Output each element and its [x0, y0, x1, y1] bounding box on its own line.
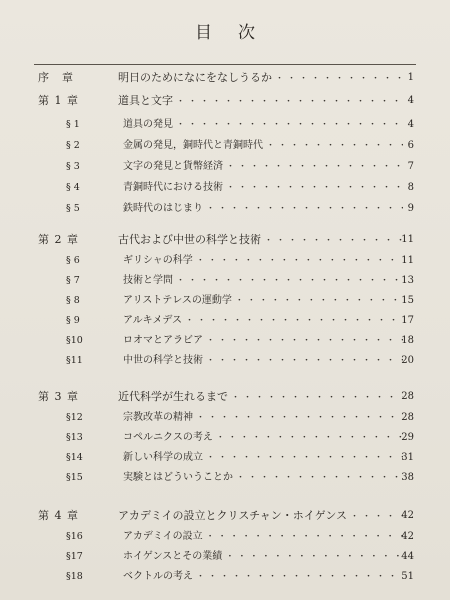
- dot-leader: [176, 116, 403, 134]
- entry-title: 古代および中世の科学と技術: [118, 233, 261, 246]
- entry-title: アカデミイの設立とクリスチャン・ホイゲンス: [118, 509, 348, 522]
- toc-entry-preface[interactable]: [0, 69, 450, 87]
- entry-title: 金属の発見，銅時代と青銅時代: [123, 140, 263, 151]
- page-number: 11: [401, 255, 414, 266]
- section-label: §17: [66, 551, 83, 562]
- entry-title: ロオマとアラビア: [123, 335, 203, 346]
- toc-entry-section-4[interactable]: [0, 179, 450, 197]
- section-label: § 8: [66, 295, 80, 306]
- toc-entry-section-12[interactable]: [0, 409, 450, 427]
- dot-leader: [176, 272, 403, 290]
- dot-leader: [196, 568, 403, 586]
- page-number: 42: [401, 510, 414, 521]
- toc-entry-section-8[interactable]: [0, 292, 450, 310]
- section-label: § 2: [66, 140, 80, 151]
- entry-title: アルキメデス: [123, 315, 182, 326]
- dot-leader: [226, 158, 403, 176]
- chapter-label: 第 3 章: [38, 390, 79, 403]
- section-label: §14: [66, 452, 83, 463]
- dot-leader: [235, 292, 403, 310]
- entry-title: 道具の発見: [123, 119, 173, 130]
- dot-leader: [206, 332, 403, 350]
- entry-title: 宗教改革の精神: [123, 412, 193, 423]
- page-number: 13: [401, 275, 414, 286]
- section-label: §18: [66, 571, 83, 582]
- toc-entry-section-17[interactable]: [0, 548, 450, 566]
- toc-entry-section-15[interactable]: [0, 469, 450, 487]
- toc-entry-chapter-2[interactable]: [0, 231, 450, 249]
- toc-entry-section-3[interactable]: [0, 158, 450, 176]
- page-number: 7: [407, 161, 414, 172]
- section-label: § 7: [66, 275, 80, 286]
- page-number: 44: [401, 551, 414, 562]
- toc-entry-section-18[interactable]: [0, 568, 450, 586]
- entry-title: 近代科学が生れるまで: [118, 390, 228, 403]
- entry-title: 道具と文字: [118, 94, 173, 107]
- toc-entry-section-5[interactable]: [0, 200, 450, 218]
- page-number: 4: [407, 119, 414, 130]
- entry-title: 実験とはどういうことか: [123, 472, 233, 483]
- section-label: §16: [66, 531, 83, 542]
- entry-title: 文字の発見と貨幣経済: [123, 161, 223, 172]
- dot-leader: [266, 137, 403, 155]
- section-label: § 3: [66, 161, 80, 172]
- page-number: 1: [407, 72, 414, 83]
- dot-leader: [231, 389, 403, 406]
- toc-entry-section-11[interactable]: [0, 352, 450, 370]
- page-number: 28: [401, 412, 414, 423]
- entry-title: ホイゲンスとその業績: [123, 551, 223, 562]
- dot-leader: [275, 70, 403, 87]
- page-number: 11: [401, 234, 414, 245]
- page-number: 28: [401, 391, 414, 402]
- section-label: § 1: [66, 119, 80, 130]
- dot-leader: [176, 93, 403, 110]
- page-number: 6: [407, 140, 414, 151]
- page-number: 18: [401, 335, 414, 346]
- page-number: 29: [401, 432, 414, 443]
- dot-leader: [236, 469, 403, 487]
- entry-title: 青銅時代における技術: [123, 182, 223, 193]
- chapter-label: 第 4 章: [38, 509, 79, 522]
- dot-leader: [226, 179, 403, 197]
- toc-entry-section-1[interactable]: [0, 116, 450, 134]
- entry-title: 新しい科学の成立: [123, 452, 203, 463]
- section-label: §11: [66, 355, 83, 366]
- page-number: 9: [407, 203, 414, 214]
- entry-title: 明日のためになにをなしうるか: [118, 71, 272, 84]
- dot-leader: [264, 232, 403, 249]
- entry-title: ギリシャの科学: [123, 255, 193, 266]
- page-number: 38: [401, 472, 414, 483]
- entry-title: 中世の科学と技術: [123, 355, 203, 366]
- toc-entry-section-9[interactable]: [0, 312, 450, 330]
- dot-leader: [216, 429, 403, 447]
- entry-title: 技術と学問: [123, 275, 173, 286]
- toc-entry-section-6[interactable]: [0, 252, 450, 270]
- entry-title: 鉄時代のはじまり: [123, 203, 203, 214]
- toc-entry-chapter-1[interactable]: [0, 92, 450, 110]
- dot-leader: [206, 449, 403, 467]
- dot-leader: [196, 252, 403, 270]
- dot-leader: [206, 352, 403, 370]
- entry-title: コペルニクスの考え: [123, 432, 213, 443]
- page-number: 20: [401, 355, 414, 366]
- entry-title: ベクトルの考え: [123, 571, 193, 582]
- section-label: § 9: [66, 315, 80, 326]
- entry-title: アリストテレスの運動学: [123, 295, 232, 306]
- page-number: 17: [401, 315, 414, 326]
- entry-title: アカデミイの設立: [123, 531, 203, 542]
- page-number: 4: [407, 95, 414, 106]
- toc-entry-section-2[interactable]: [0, 137, 450, 155]
- chapter-label: 序 章: [38, 71, 74, 84]
- page-number: 15: [401, 295, 414, 306]
- dot-leader: [206, 200, 403, 218]
- section-label: §15: [66, 472, 83, 483]
- toc-entry-section-10[interactable]: [0, 332, 450, 350]
- section-label: §10: [66, 335, 83, 346]
- toc-entry-chapter-3[interactable]: [0, 388, 450, 406]
- toc-entry-section-16[interactable]: [0, 528, 450, 546]
- page-number: 42: [401, 531, 414, 542]
- toc-entry-section-14[interactable]: [0, 449, 450, 467]
- chapter-label: 第 1 章: [38, 94, 79, 107]
- toc-entry-section-7[interactable]: [0, 272, 450, 290]
- page-number: 31: [401, 452, 414, 463]
- page-number: 51: [401, 571, 414, 582]
- section-label: § 5: [66, 203, 80, 214]
- section-label: § 6: [66, 255, 80, 266]
- dot-leader: [196, 409, 403, 427]
- toc-entry-section-13[interactable]: [0, 429, 450, 447]
- section-label: §12: [66, 412, 83, 423]
- dot-leader: [225, 548, 403, 566]
- dot-leader: [185, 312, 403, 330]
- chapter-label: 第 2 章: [38, 233, 79, 246]
- toc-entry-chapter-4[interactable]: [0, 507, 450, 525]
- dot-leader: [206, 528, 403, 546]
- page-title: 目次: [195, 23, 281, 43]
- section-label: § 4: [66, 182, 80, 193]
- page-number: 8: [407, 182, 414, 193]
- section-label: §13: [66, 432, 83, 443]
